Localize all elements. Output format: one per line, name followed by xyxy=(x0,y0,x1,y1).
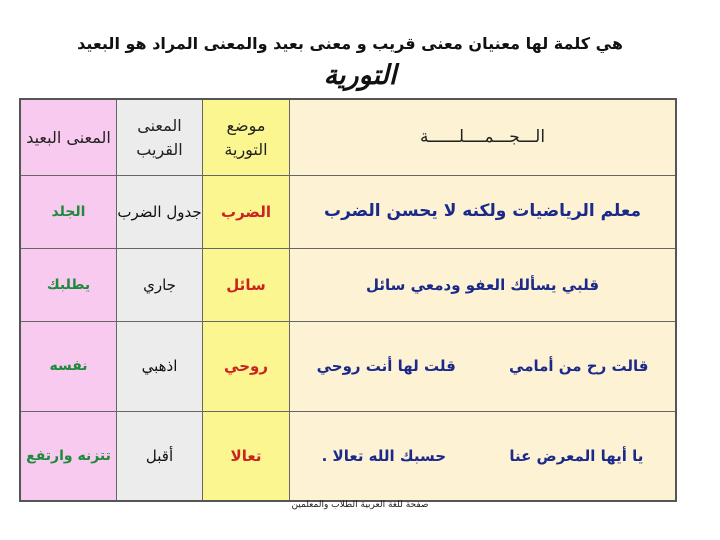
verse-pair xyxy=(290,355,675,378)
column-header-near-meaning: المعنى القريب xyxy=(116,100,202,176)
row-3-sentence-part-2: قلت لها أنت روحي xyxy=(316,357,456,376)
row-4-far-meaning: تتزنه وارتفع xyxy=(21,412,116,500)
column-header-place: موضع التورية xyxy=(202,100,289,176)
row-2-sentence: قلبي يسألك العفو ودمعي سائل xyxy=(289,249,675,322)
row-4-sentence-part-2: حسبك الله تعالا . xyxy=(321,446,447,465)
row-4-near-meaning: أقبل xyxy=(116,412,202,500)
row-4-place: تعالا xyxy=(202,412,289,500)
row-3-far-meaning: نفسه xyxy=(21,322,116,412)
tawriya-table xyxy=(19,98,677,502)
row-3-place: روحي xyxy=(202,322,289,412)
page-title: التورية xyxy=(323,60,397,91)
row-2-near-meaning: جاري xyxy=(116,249,202,322)
row-1-place: الضرب xyxy=(202,176,289,249)
row-3-near-meaning: اذهبي xyxy=(116,322,202,412)
row-2-far-meaning: يطلبك xyxy=(21,249,116,322)
row-1-near-meaning: جدول الضرب xyxy=(116,176,202,249)
row-1-sentence: معلم الرياضيات ولكنه لا يحسن الضرب xyxy=(289,176,675,249)
row-1-far-meaning: الجلد xyxy=(21,176,116,249)
row-3-sentence-part-1: قالت رح من أمامي xyxy=(509,357,649,376)
row-4-sentence-part-1: يا أيها المعرض عنا xyxy=(509,446,644,465)
column-header-sentence: الـــجـــمــــلــــــة xyxy=(289,100,675,176)
definition-text: هي كلمة لها معنيان معنى قريب و معنى بعيد والمعنى المراد هو البعيد xyxy=(77,34,623,53)
row-2-place: سائل xyxy=(202,249,289,322)
verse-pair xyxy=(290,445,675,468)
footer-credit: صفحة للغة العربية الطلاب والمعلمين xyxy=(291,500,429,510)
column-header-far-meaning: المعنى البعيد xyxy=(21,100,116,176)
row-3-sentence xyxy=(289,322,675,412)
row-4-sentence xyxy=(289,412,675,500)
